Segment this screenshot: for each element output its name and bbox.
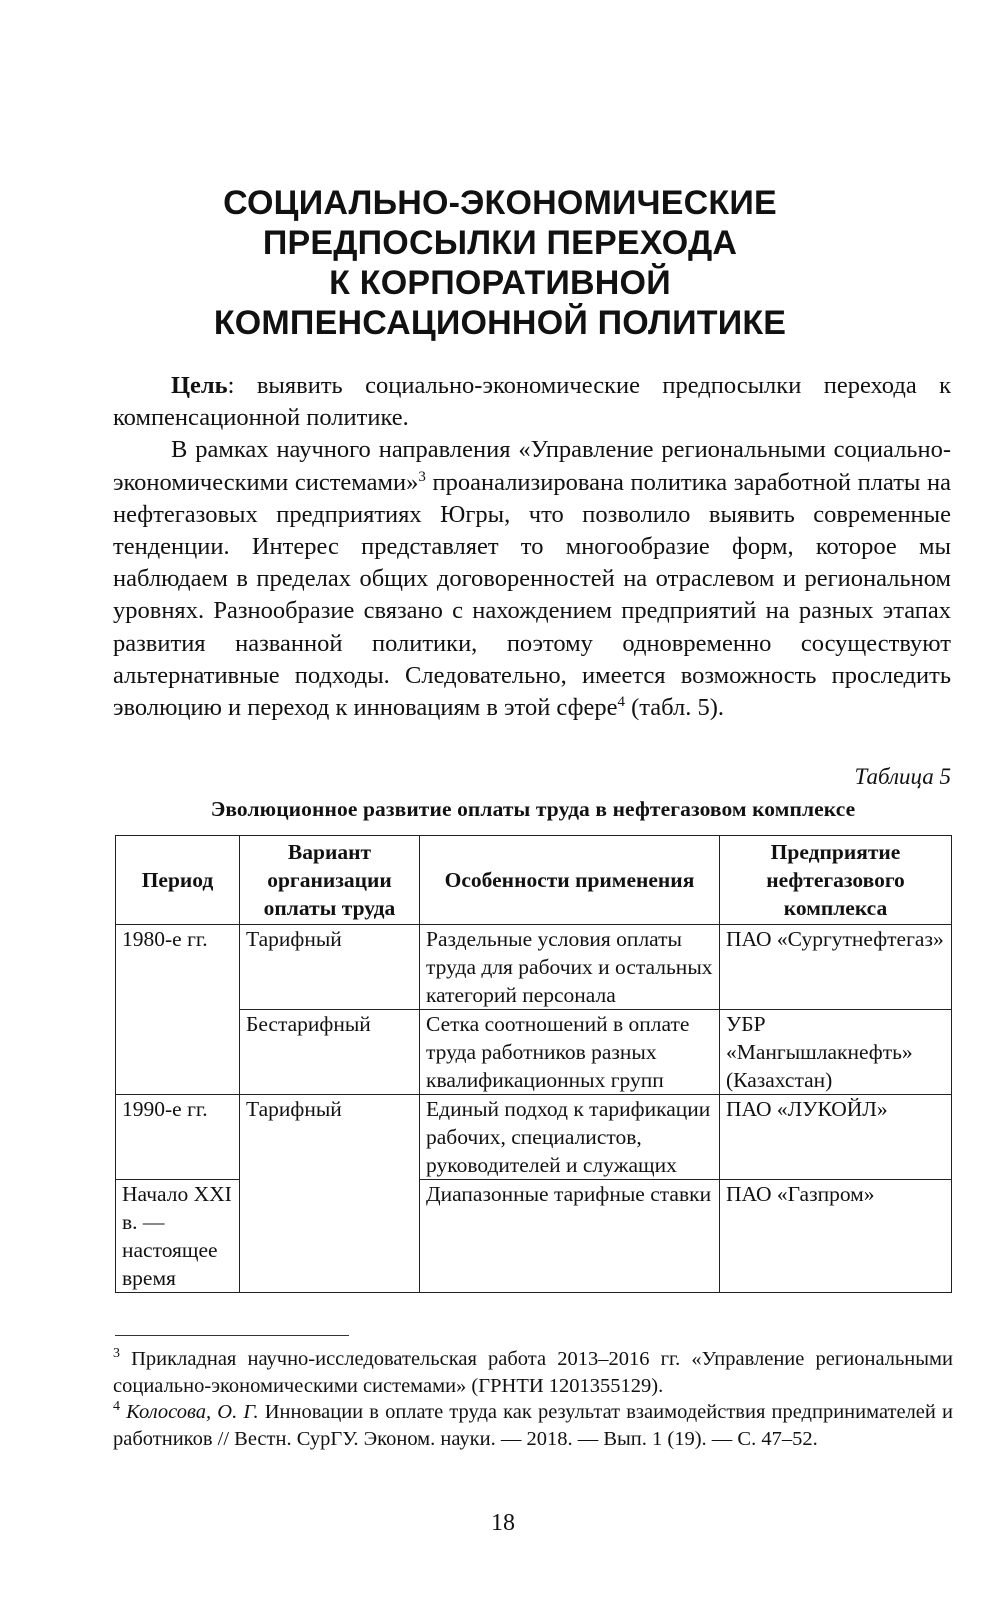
paragraph-part: (табл. 5). [624,694,725,722]
cell-variant: Бестарифный [240,1010,420,1095]
cell-features: Единый подход к тарификации рабочих, специалистов, руководителей и служащих [420,1095,720,1180]
table-header-row [116,836,952,925]
cell-enterprise: ПАО «Газпром» [720,1180,952,1293]
goal-paragraph [113,370,951,434]
table-row [116,1010,952,1095]
main-paragraph [113,434,951,724]
header-variant: Вариант организации оплаты труда [240,836,420,925]
paragraph-part: В рамках научного направления «Управление региональными социально-экономическими системами» [113,436,951,496]
chapter-heading [150,183,850,343]
footnotes [113,1346,953,1452]
footnote-text: Инновации в оплате труда как результат взаимодействия предпринимателей и работников // Вестн. СурГУ. Эконом. науки. — 2018. — Вып. 1 (19). — С. 47–52. [113,1401,953,1450]
footnote-mark: 3 [113,1346,120,1361]
footnote-author: Колосова, О. Г. [126,1401,259,1423]
footnote-4 [113,1399,953,1452]
table-row [116,925,952,1010]
body-text [113,370,951,724]
footnote-ref-4[interactable]: 4 [617,694,625,711]
heading-line: КОМПЕНСАЦИОННОЙ ПОЛИТИКЕ [213,304,787,342]
header-period: Период [116,836,240,925]
cell-period: 1980-е гг. [116,925,240,1095]
footnote-3 [113,1346,953,1399]
footnote-divider [115,1335,349,1336]
header-features: Особенности применения [420,836,720,925]
cell-features: Раздельные условия оплаты труда для рабочих и остальных категорий персонала [420,925,720,1010]
table-title: Эволюционное развитие оплаты труда в нефтегазовом комплексе [210,797,856,821]
cell-enterprise: ПАО «ЛУКОЙЛ» [720,1095,952,1180]
footnote-text: Прикладная научно-исследовательская работа 2013–2016 гг. «Управление региональными социально-экономическими системами» (ГРНТИ 1201355129). [113,1348,953,1397]
cell-variant: Тарифный [240,1095,420,1293]
cell-period: 1990-е гг. [116,1095,240,1180]
evolution-table [115,835,952,1293]
cell-features: Диапазонные тарифные ставки [420,1180,720,1293]
heading-line: ПРЕДПОСЫЛКИ ПЕРЕХОДА [262,224,738,262]
page-number: 18 [491,1510,515,1536]
paragraph-part: проанализирована политика заработной платы на нефтегазовых предприятиях Югры, что позволило выявить современные тенденции. Интерес представляет то многообразие форм, которое мы наблюдаем в пределах общих договоренностей на отраслевом и региональном уровнях. Разнообразие связано с нахождением предприятий на разных этапах развития названной политики, поэтому одновременно сосуществуют альтернативные подходы. Следовательно, имеется возможность проследить эволюцию и переход к инновациям в этой сфере [113,468,952,722]
table-label: Таблица 5 [854,764,951,789]
footnote-ref-3[interactable]: 3 [418,468,426,485]
table-row [116,1095,952,1180]
goal-label: Цель [171,372,228,399]
cell-period: Начало XXI в. — настоящее время [116,1180,240,1293]
heading-line: К КОРПОРАТИВНОЙ [329,264,671,302]
cell-features: Сетка соотношений в оплате труда работников разных квалификационных групп [420,1010,720,1095]
cell-enterprise: ПАО «Сургутнефтегаз» [720,925,952,1010]
goal-text: : выявить социально-экономические предпосылки перехода к компенсационной политике. [113,372,951,432]
cell-variant: Тарифный [240,925,420,1010]
footnote-mark: 4 [113,1399,120,1414]
heading-line: СОЦИАЛЬНО-ЭКОНОМИЧЕСКИЕ [223,184,777,222]
cell-enterprise: УБР «Мангышлакнефть» (Казахстан) [720,1010,952,1095]
header-enterprise: Предприятие нефтегазового комплекса [720,836,952,925]
